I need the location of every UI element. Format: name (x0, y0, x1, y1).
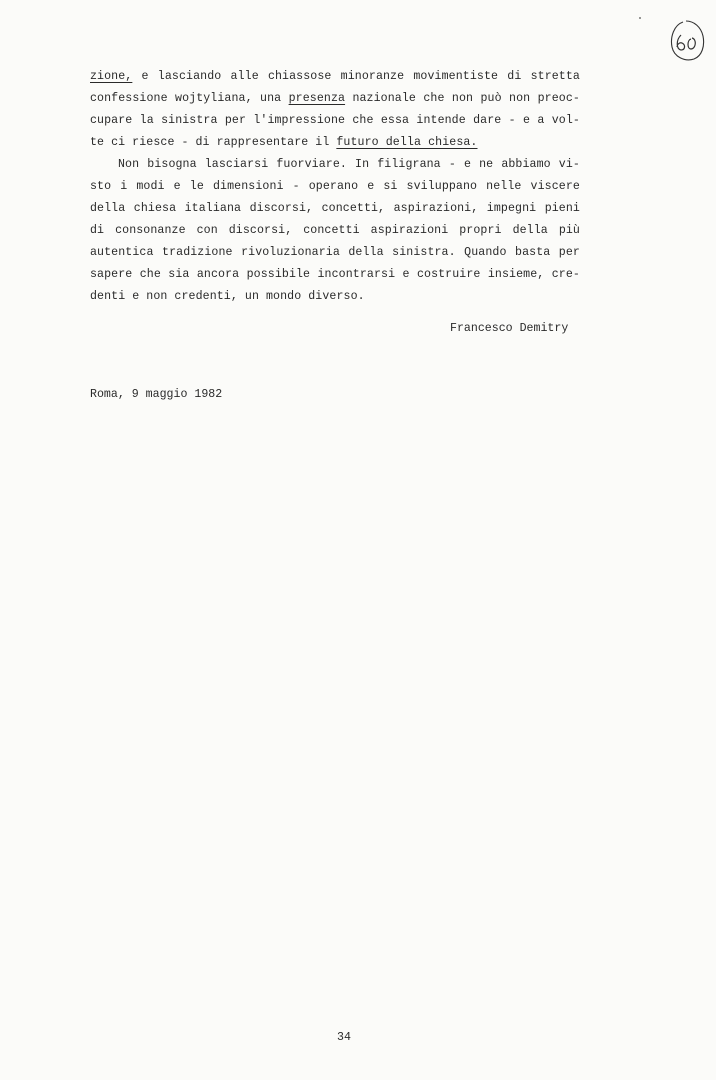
word: credenti, (174, 290, 238, 303)
word: propri (459, 224, 502, 237)
dateline: Roma, 9 maggio 1982 (90, 388, 223, 401)
handwritten-page-annotation (669, 19, 705, 63)
word: zione, (90, 70, 133, 83)
word: fuorviare. (276, 158, 347, 171)
word: Non (118, 158, 140, 171)
word: e (367, 180, 375, 193)
word: viscere (530, 180, 580, 193)
word: nazionale (352, 92, 416, 105)
word: movimentiste (413, 70, 499, 83)
word: ancora (196, 268, 240, 281)
text-line (90, 132, 580, 154)
word: e (141, 70, 149, 83)
word-gap (301, 286, 308, 308)
word: con (196, 224, 218, 237)
word: della (512, 224, 548, 237)
word: una (260, 92, 282, 105)
word: che (139, 268, 161, 281)
word: presenza (288, 92, 346, 105)
word: che (352, 114, 374, 127)
word: impegni (486, 202, 537, 215)
word: di (507, 70, 522, 83)
text-line (90, 198, 580, 220)
word: abbiamo (501, 158, 551, 171)
word: essa (380, 114, 410, 127)
word: che (423, 92, 445, 105)
word: sapere (90, 268, 133, 281)
word: te (90, 136, 105, 149)
word: rappresentare (216, 136, 309, 149)
word: filigrana (377, 158, 441, 171)
word: bisogna (147, 158, 197, 171)
word: discorsi, (249, 202, 314, 215)
word-gap (139, 286, 146, 308)
word: le (189, 180, 204, 193)
word-gap (175, 132, 182, 154)
word: intende (416, 114, 466, 127)
word: per (558, 246, 580, 259)
word: la (139, 114, 154, 127)
word: per (224, 114, 247, 127)
word: un (244, 290, 260, 303)
text-line (90, 242, 580, 264)
word: non (509, 92, 531, 105)
word: si (383, 180, 398, 193)
text-line (90, 176, 580, 198)
word: nelle (486, 180, 522, 193)
word: denti (90, 290, 126, 303)
word: mondo (265, 290, 302, 303)
word-gap (125, 132, 132, 154)
word: l'impressione (253, 114, 346, 127)
page-number: 34 (337, 1031, 351, 1044)
word: autentica (90, 246, 154, 259)
word: consonanze (115, 224, 186, 237)
word: alle (230, 70, 259, 83)
word: sinistra. (392, 246, 456, 259)
word: wojtyliana, (175, 92, 253, 105)
word: di (195, 136, 210, 149)
word: della (90, 202, 126, 215)
text-line (90, 264, 580, 286)
word: modi (136, 180, 165, 193)
text-line (90, 88, 580, 110)
word: insieme, (487, 268, 545, 281)
word: aspirazioni (370, 224, 449, 237)
word: a (537, 114, 545, 127)
word-gap (104, 132, 111, 154)
word: - (292, 180, 300, 193)
word: Quando (464, 246, 507, 259)
word: dimensioni (212, 180, 284, 193)
word: - (508, 114, 516, 127)
word: tradizione (162, 246, 233, 259)
word: In (355, 158, 370, 171)
word-gap (259, 286, 266, 308)
word: e (173, 180, 181, 193)
word: aspirazioni, (393, 202, 479, 215)
word: non (146, 290, 168, 303)
word-gap (308, 132, 315, 154)
word: più (558, 224, 580, 237)
word: concetti (303, 224, 360, 237)
word: sinistra (161, 114, 218, 127)
word: dare (473, 114, 502, 127)
word: basta (515, 246, 551, 259)
word: ne (479, 158, 494, 171)
word: preoc- (537, 92, 580, 105)
word: chiesa (133, 202, 177, 215)
word: italiana (184, 202, 242, 215)
word: costruire (416, 268, 481, 281)
word-gap (125, 286, 132, 308)
word: e (463, 158, 472, 171)
text-line (90, 220, 580, 242)
word: incontrarsi (317, 268, 396, 281)
word: e (402, 268, 410, 281)
word: e (522, 114, 531, 127)
author-signature: Francesco Demitry (450, 322, 569, 335)
word: concetti, (321, 202, 386, 215)
word: cre- (551, 268, 580, 281)
text-line (90, 286, 580, 308)
word-gap (329, 132, 336, 154)
word: minoranze (340, 70, 405, 83)
word-gap (210, 132, 217, 154)
word: possibile (246, 268, 311, 281)
word: - (181, 136, 189, 149)
word: stretta (530, 70, 580, 83)
text-line (90, 66, 580, 88)
word: vi- (558, 158, 580, 171)
word: futuro della chiesa. (336, 136, 478, 149)
word: diverso. (308, 290, 365, 303)
word: pieni (544, 202, 580, 215)
text-line (90, 154, 580, 176)
word: di (90, 224, 105, 237)
word: operano (308, 180, 359, 193)
word: discorsi, (228, 224, 293, 237)
word: riesce (132, 136, 175, 149)
word: sia (168, 268, 190, 281)
word: della (348, 246, 384, 259)
text-line (90, 110, 580, 132)
word: il (315, 136, 330, 149)
word: può (480, 92, 502, 105)
circled-number-icon (669, 19, 705, 63)
scan-speck (639, 17, 641, 19)
word: - (448, 158, 456, 171)
word: confessione (90, 92, 168, 105)
word: lasciarsi (204, 158, 269, 171)
word: lasciando (157, 70, 222, 83)
word: i (120, 180, 128, 193)
word: ci (111, 136, 126, 149)
word: e (132, 290, 140, 303)
word: sto (90, 180, 112, 193)
word-gap (189, 132, 196, 154)
word: vol- (551, 114, 580, 127)
body-text (90, 66, 580, 308)
word: cupare (90, 114, 133, 127)
word: rivoluzionaria (241, 246, 340, 259)
word: chiassose (267, 70, 332, 83)
word: sviluppano (406, 180, 478, 193)
word-gap (167, 286, 174, 308)
word: non (451, 92, 474, 105)
word-gap (238, 286, 245, 308)
